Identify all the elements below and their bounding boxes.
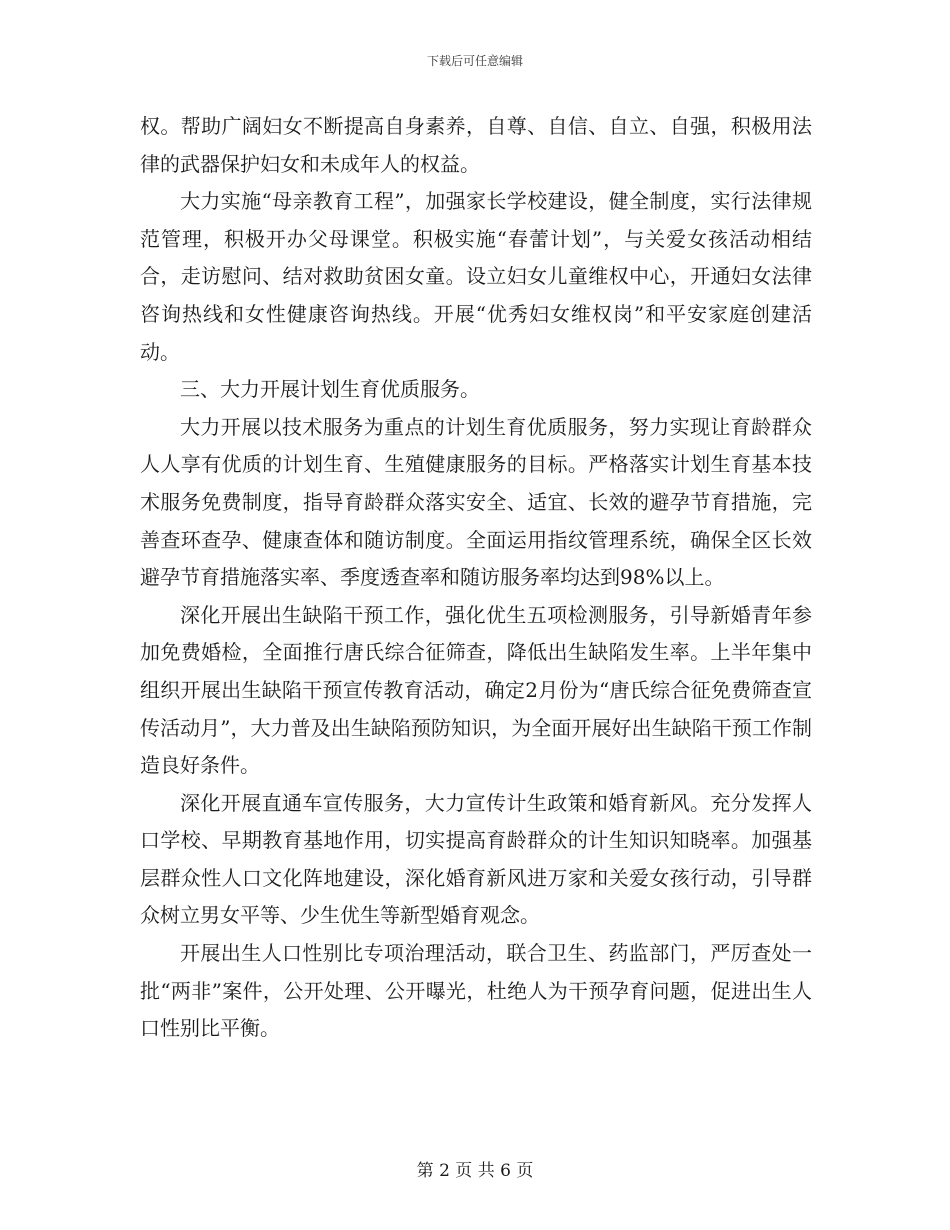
- paragraph-birth-defects: 深化开展出生缺陷干预工作，强化优生五项检测服务，引导新婚青年参加免费婚检，全面推行唐氏综合征筛查，降低出生缺陷发生率。上半年集中组织开展出生缺陷干预宣传教育活动，确定2月份为“唐氏综合征免费筛查宣传活动月”，大力普及出生缺陷预防知识，为全面开展好出生缺陷干预工作制造良好条件。: [140, 602, 812, 778]
- paragraph-sex-ratio: 开展出生人口性别比专项治理活动，联合卫生、药监部门，严厉查处一批“两非”案件，公开处理、公开曝光，杜绝人为干预孕育问题，促进出生人口性别比平衡。: [140, 941, 812, 1041]
- paragraph-family-planning: 大力开展以技术服务为重点的计划生育优质服务，努力实现让育龄群众人人享有优质的计划生育、生殖健康服务的目标。严格落实计划生育基本技术服务免费制度，指导育龄群众落实安全、适宜、长效的避孕节育措施，完善查环查孕、健康查体和随访制度。全面运用指纹管理系统，确保全区长效避孕节育措施落实率、季度透查率和随访服务率均达到98%以上。: [140, 414, 812, 590]
- page-number-label: 第 2 页 共 6 页: [416, 1161, 534, 1181]
- paragraph-mother-education: 大力实施“母亲教育工程”，加强家长学校建设，健全制度，实行法律规范管理，积极开办父母课堂。积极实施“春蕾计划”，与关爱女孩活动相结合，走访慰问、结对救助贫困女童。设立妇女儿童维权中心，开通妇女法律咨询热线和女性健康咨询热线。开展“优秀妇女维权岗”和平安家庭创建活动。: [140, 189, 812, 364]
- document-body: [140, 108, 812, 1048]
- section-heading-three: 三、大力开展计划生育优质服务。: [180, 377, 480, 402]
- paragraph-publicity: 深化开展直通车宣传服务，大力宣传计生政策和婚育新风。充分发挥人口学校、早期教育基地作用，切实提高育龄群众的计生知识知晓率。加强基层群众性人口文化阵地建设，深化婚育新风进万家和关爱女孩行动，引导群众树立男女平等、少生优生等新型婚育观念。: [140, 790, 812, 928]
- page-header-note: 下载后可任意编辑: [426, 54, 523, 68]
- paragraph-continuation: 权。帮助广阔妇女不断提高自身素养，自尊、自信、自立、自强，积极用法律的武器保护妇女和未成年人的权益。: [140, 114, 812, 176]
- page-number-footer: [0, 1156, 950, 1181]
